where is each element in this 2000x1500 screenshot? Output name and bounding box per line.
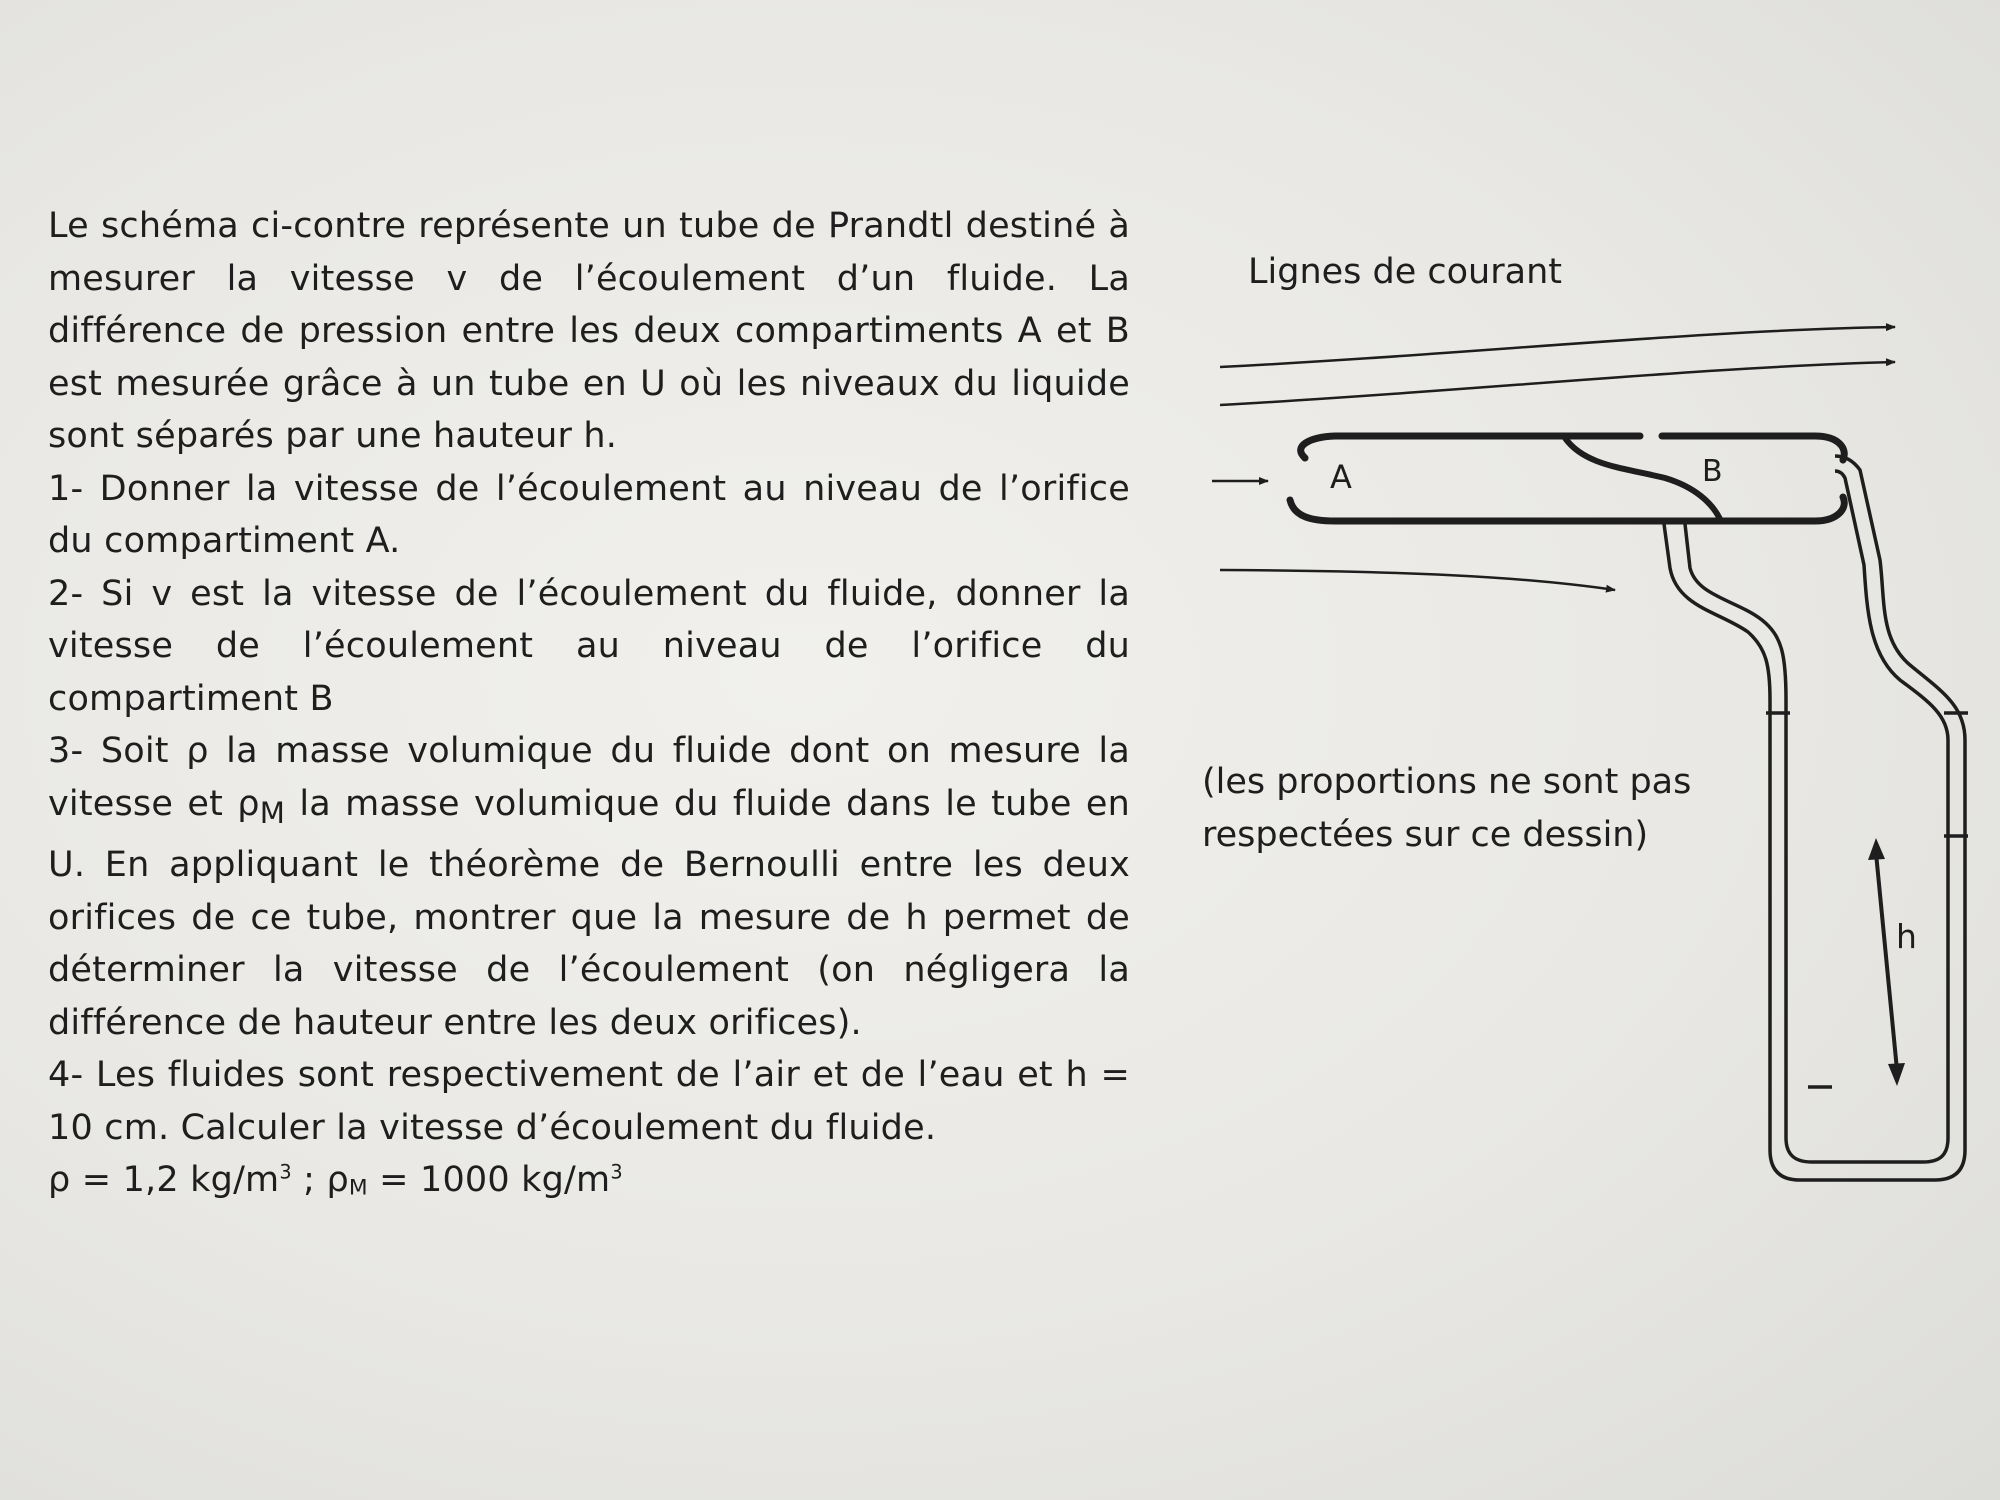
streamline-top — [1220, 327, 1895, 367]
separating-wall — [1565, 438, 1720, 519]
rho-m-subscript: M — [348, 1175, 368, 1201]
height-arrow-bottom-head — [1888, 1063, 1905, 1086]
proportions-note-line1: (les proportions ne sont pas — [1202, 762, 1692, 802]
rho-m-value: = 1000 kg/m — [367, 1160, 611, 1200]
rho-value: ρ = 1,2 kg/m — [48, 1160, 280, 1200]
question-1: 1- Donner la vitesse de l’écoulement au niveau de l’orifice du compartiment A. — [48, 468, 1130, 561]
height-arrow-top-head — [1868, 838, 1885, 860]
label-a: A — [1330, 458, 1352, 496]
label-b: B — [1702, 454, 1723, 489]
question-4: 4- Les fluides sont respectivement de l’air et de l’eau et h = 10 cm. Calculer la vitesse d’écoulement du fluide. — [48, 1055, 1130, 1148]
proportions-note-line2: respectées sur ce dessin) — [1202, 815, 1649, 855]
compartment-b-top-wall — [1662, 436, 1844, 460]
question-2: 2- Si v est la vitesse de l’écoulement du fluide, donner la vitesse de l’écoulement au niveau de l’orifice du compartiment B — [48, 573, 1130, 719]
u-tube-inner-wall — [1685, 471, 1948, 1162]
rho-m-exponent: 3 — [610, 1160, 623, 1184]
compartment-a-bottom-wall — [1290, 500, 1720, 521]
height-arrow-shaft — [1876, 853, 1897, 1070]
question-3-subscript: M — [259, 795, 286, 830]
label-h: h — [1896, 917, 1917, 956]
rho-exponent: 3 — [279, 1160, 292, 1184]
compartment-b-bottom-wall — [1668, 497, 1844, 521]
u-tube-outer-wall — [1664, 456, 1965, 1180]
intro-paragraph: Le schéma ci-contre représente un tube de Prandtl destiné à mesurer la vitesse v de l’écoulement d’un fluide. La différence de pression entre les deux compartiments A et B est mesurée grâce à un tube en U où les niveaux du liquide sont séparés par une hauteur h. — [48, 206, 1130, 456]
question-3-part-b: la masse volumique du fluide dans le tube en U. En appliquant le théorème de Bernoulli entre les deux orifices de ce tube, montrer que la mesure de h permet de déterminer la vitesse de l’écoulement (on négligera la différence de hauteur entre les deux orifices). — [48, 783, 1130, 1043]
formula-separator: ; ρ — [291, 1160, 349, 1200]
streamline-bottom — [1220, 570, 1615, 590]
question-3-part-a: 3- Soit ρ la masse volumique du fluide dont on mesure la vitesse et ρ — [48, 731, 1130, 824]
streamlines-label: Lignes de courant — [1248, 252, 1562, 292]
streamline-second — [1220, 362, 1895, 405]
